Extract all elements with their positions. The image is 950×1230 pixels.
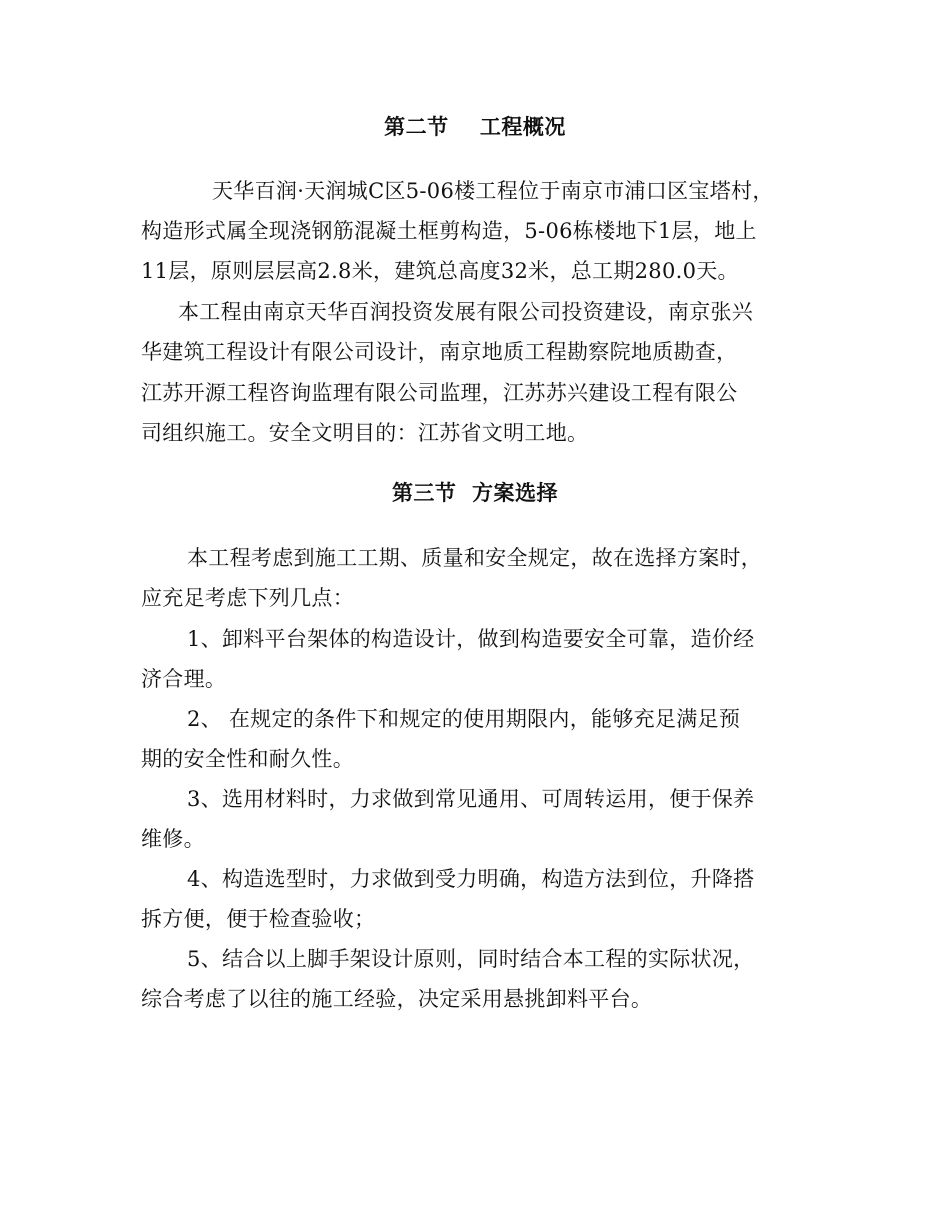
section-2-heading: 第二节 工程概况 [384, 115, 566, 139]
paragraph-1-line-2: 构造形式属全现浇钢筋混凝土框剪构造，5-06栋楼地下1层，地上 [141, 219, 757, 243]
item-3-line-1: 3、选用材料时，力求做到常见通用、可周转运用，便于保养 [187, 787, 755, 811]
item-1-line-2: 济合理。 [141, 667, 227, 691]
item-1-line-1: 1、卸料平台架体的构造设计，做到构造要安全可靠，造价经 [187, 627, 755, 651]
paragraph-2-line-2: 华建筑工程设计有限公司设计，南京地质工程勘察院地质勘查， [141, 340, 738, 364]
paragraph-2-line-1: 本工程由南京天华百润投资发展有限公司投资建设，南京张兴 [178, 300, 754, 324]
item-4-line-2: 拆方便，便于检查验收； [141, 907, 376, 931]
section-3-heading: 第三节 方案选择 [391, 481, 559, 505]
intro-line-1: 本工程考虑到施工工期、质量和安全规定，故在选择方案时， [187, 546, 763, 570]
item-2-line-1: 2、 在规定的条件下和规定的使用期限内，能够充足满足预 [187, 707, 741, 731]
item-5-line-2: 综合考虑了以往的施工经验，决定采用悬挑卸料平台。 [141, 987, 653, 1011]
item-5-line-1: 5、结合以上脚手架设计原则，同时结合本工程的实际状况， [187, 947, 755, 971]
paragraph-1-line-3: 11层，原则层层高2.8米，建筑总高度32米，总工期280.0天。 [141, 259, 739, 283]
paragraph-2-line-3: 江苏开源工程咨询监理有限公司监理，江苏苏兴建设工程有限公 [141, 381, 738, 405]
paragraph-2-line-4: 司组织施工。安全文明目的：江苏省文明工地。 [141, 421, 589, 445]
paragraph-1-line-1: 天华百润·天润城C区5-06楼工程位于南京市浦口区宝塔村， [212, 179, 774, 203]
item-2-line-2: 期的安全性和耐久性。 [141, 747, 354, 771]
item-4-line-1: 4、构造选型时，力求做到受力明确，构造方法到位，升降搭 [187, 867, 755, 891]
intro-line-2: 应充足考虑下列几点： [141, 586, 354, 610]
item-3-line-2: 维修。 [141, 827, 205, 851]
